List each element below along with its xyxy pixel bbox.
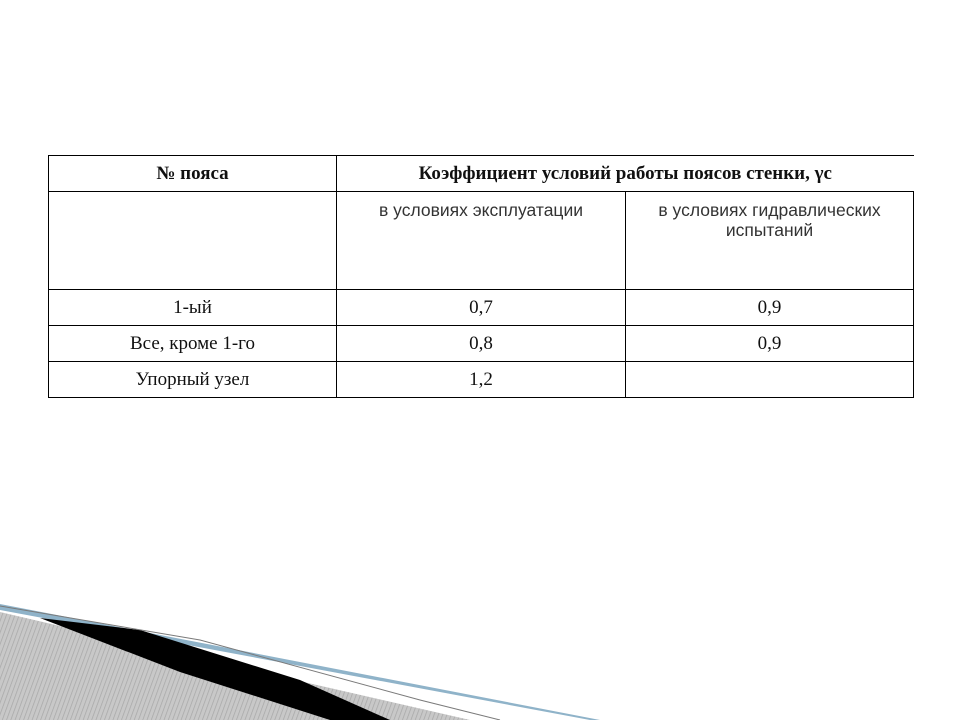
row-exploitation-value: 1,2 (337, 362, 626, 398)
row-name: Упорный узел (49, 362, 337, 398)
row-hydraulic-value: 0,9 (626, 326, 914, 362)
subheader-exploitation: в условиях эксплуатации (337, 192, 626, 290)
subheader-hydraulic: в условиях гидравлических испытаний (626, 192, 914, 290)
header-belt-number: № пояса (49, 156, 337, 192)
row-name: 1-ый (49, 290, 337, 326)
row-exploitation-value: 0,8 (337, 326, 626, 362)
row-hydraulic-value: 0,9 (626, 290, 914, 326)
row-name: Все, кроме 1-го (49, 326, 337, 362)
header-coefficient: Коэффициент условий работы поясов стенки, γc (337, 156, 914, 192)
row-exploitation-value: 0,7 (337, 290, 626, 326)
